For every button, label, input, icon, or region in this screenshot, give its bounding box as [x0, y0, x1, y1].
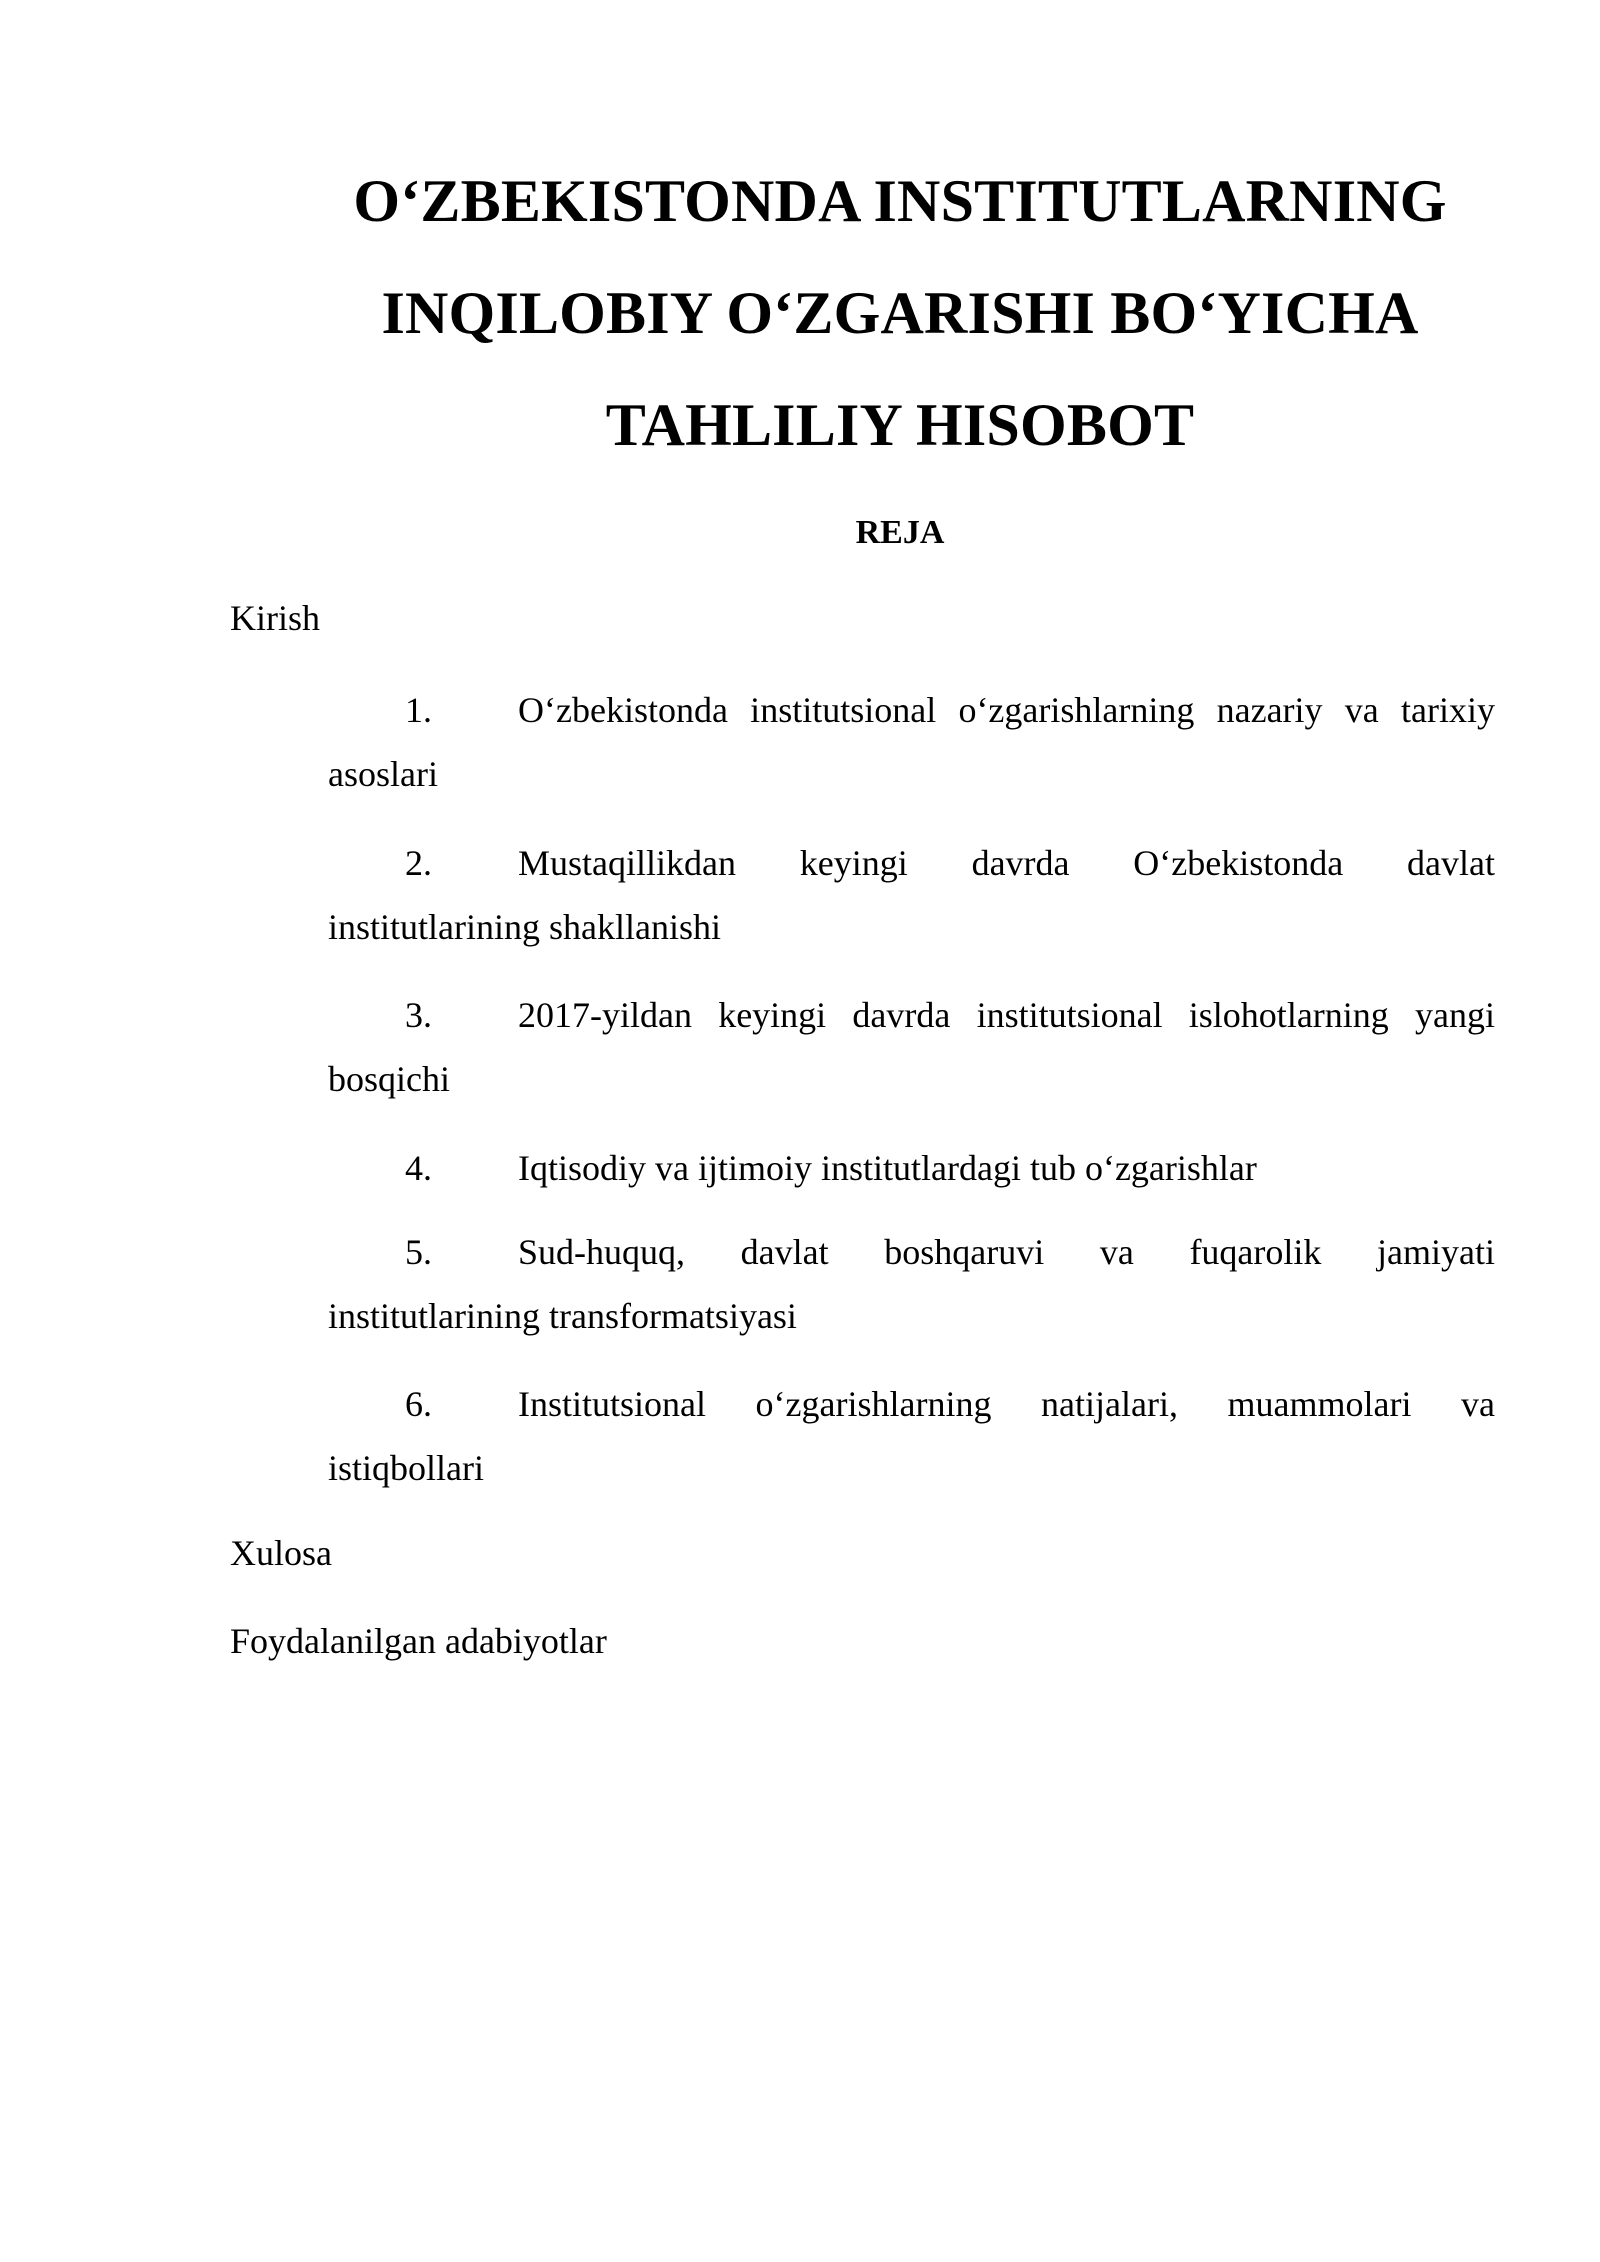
plan-item-number: 5. [405, 1232, 432, 1272]
title-line-1: O‘ZBEKISTONDA INSTITUTLARNING [353, 168, 1447, 234]
plan-item-number: 2. [405, 843, 432, 883]
plan-item-2 [328, 831, 1495, 959]
plan-item-text: Institutsional o‘zgarishlarning natijalari, muammolari va [518, 1384, 1495, 1424]
plan-item-number: 3. [405, 995, 432, 1035]
plan-item-5 [328, 1220, 1495, 1348]
plan-item-text: Iqtisodiy va ijtimoiy institutlardagi tub o‘zgarishlar [518, 1148, 1257, 1188]
title-line-2: INQILOBIY O‘ZGARISHI BO‘YICHA [381, 280, 1419, 346]
document-title [230, 145, 1570, 481]
plan-heading: REJA [855, 514, 945, 551]
plan-item-text: Mustaqillikdan keyingi davrda O‘zbekistonda davlat [518, 843, 1495, 883]
references-entry: Foydalanilgan adabiyotlar [230, 1621, 607, 1661]
plan-item-text-continuation: bosqichi [328, 1059, 450, 1099]
plan-item-3 [328, 983, 1495, 1111]
plan-item-text: 2017-yildan keyingi davrda institutsional islohotlarning yangi [518, 995, 1495, 1035]
intro-entry: Kirish [230, 598, 320, 638]
plan-item-number: 4. [405, 1148, 432, 1188]
conclusion-entry: Xulosa [230, 1533, 332, 1573]
title-line-3: TAHLILIY HISOBOT [605, 392, 1195, 458]
plan-item-text-continuation: institutlarining shakllanishi [328, 907, 721, 947]
plan-item-text-continuation: asoslari [328, 754, 438, 794]
plan-item-text: Sud-huquq, davlat boshqaruvi va fuqarolik jamiyati [518, 1232, 1495, 1272]
plan-item-4 [328, 1136, 1495, 1200]
plan-item-number: 1. [405, 690, 432, 730]
plan-item-text-continuation: institutlarining transformatsiyasi [328, 1296, 797, 1336]
plan-item-text-continuation: istiqbollari [328, 1448, 484, 1488]
plan-item-1 [328, 678, 1495, 806]
plan-item-number: 6. [405, 1384, 432, 1424]
plan-item-6 [328, 1372, 1495, 1500]
plan-item-text: O‘zbekistonda institutsional o‘zgarishlarning nazariy va tarixiy [518, 690, 1495, 730]
